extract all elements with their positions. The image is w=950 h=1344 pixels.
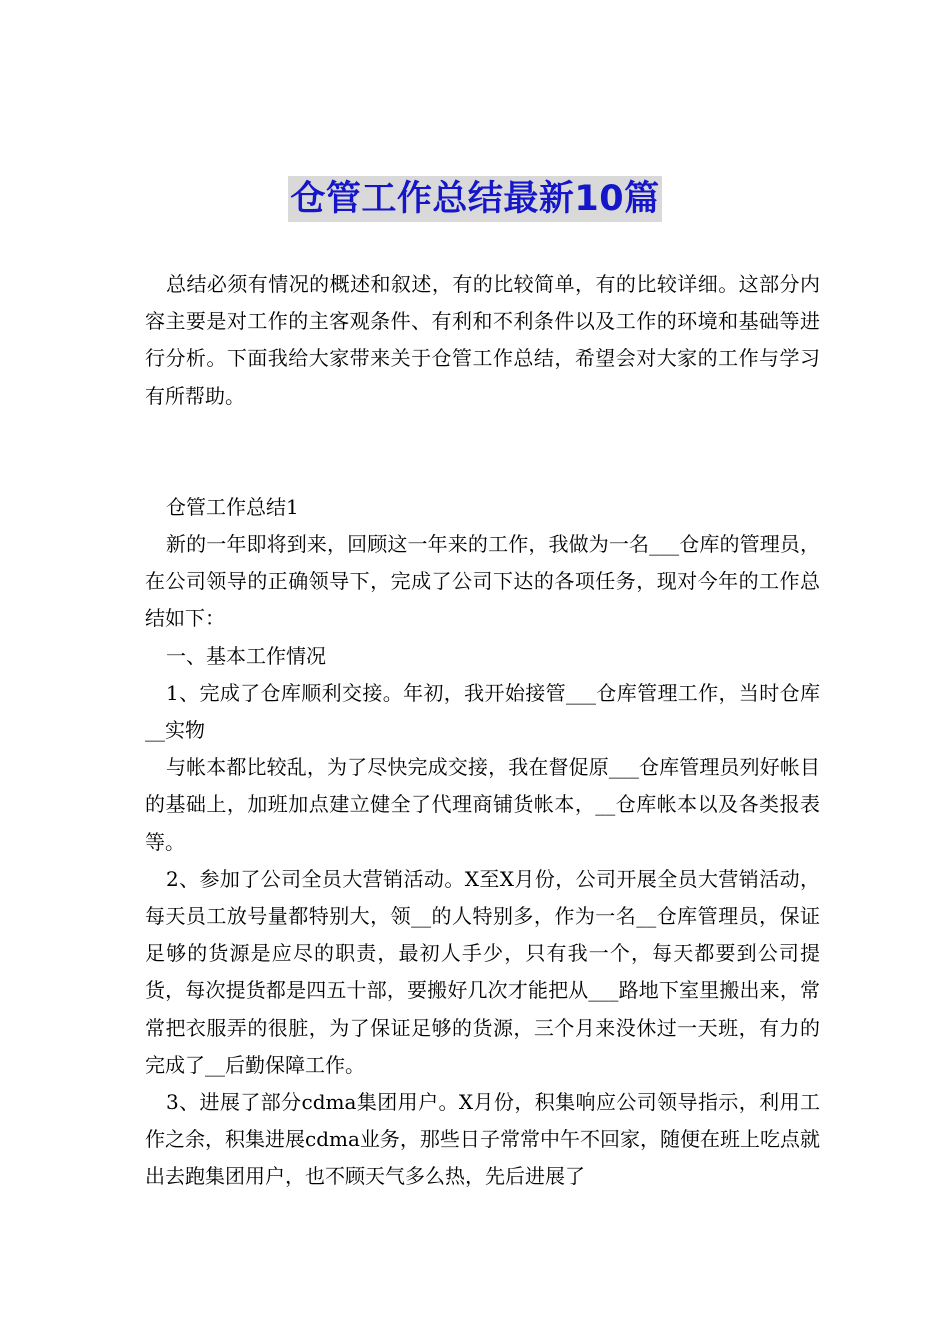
paragraph-gap — [145, 415, 820, 489]
subsection-heading: 一、基本工作情况 — [166, 643, 326, 668]
paragraph: 1、完成了仓库顺利交接。年初，我开始接管___仓库管理工作，当时仓库__实物 — [145, 680, 820, 743]
paragraph: 2、参加了公司全员大营销活动。X至X月份，公司开展全员大营销活动，每天员工放号量都特别大，领__的人特别多，作为一名__仓库管理员，保证足够的货源是应尽的职责，最初人手少，只有我一个，每天都要到公司提货，每次提货都是四五十部，要搬好几次才能把从___路地下室里搬出来，常常把衣服弄的很脏，为了保证足够的货源，三个月来没休过一天班，有力的完成了__后勤保障工作。 — [145, 866, 820, 1077]
title-container — [0, 176, 950, 222]
document-body — [145, 266, 820, 1196]
intro-paragraph: 总结必须有情况的概述和叙述，有的比较简单，有的比较详细。这部分内容主要是对工作的主客观条件、有利和不利条件以及工作的环境和基础等进行分析。下面我给大家带来关于仓管工作总结，希望会对大家的工作与学习有所帮助。 — [145, 272, 820, 408]
paragraph: 新的一年即将到来，回顾这一年来的工作，我做为一名___仓库的管理员，在公司领导的正确领导下，完成了公司下达的各项任务，现对今年的工作总结如下： — [145, 532, 820, 631]
paragraph: 与帐本都比较乱，为了尽快完成交接，我在督促原___仓库管理员列好帐目的基础上，加班加点建立健全了代理商铺货帐本，__仓库帐本以及各类报表等。 — [145, 755, 820, 854]
paragraph: 3、进展了部分cdma集团用户。X月份，积集响应公司领导指示，利用工作之余，积集进展cdma业务，那些日子常常中午不回家，随便在班上吃点就出去跑集团用户，也不顾天气多么热，先后进展了 — [145, 1090, 820, 1189]
document-title: 仓管工作总结最新10篇 — [288, 176, 661, 222]
section-heading: 仓管工作总结1 — [166, 494, 299, 519]
